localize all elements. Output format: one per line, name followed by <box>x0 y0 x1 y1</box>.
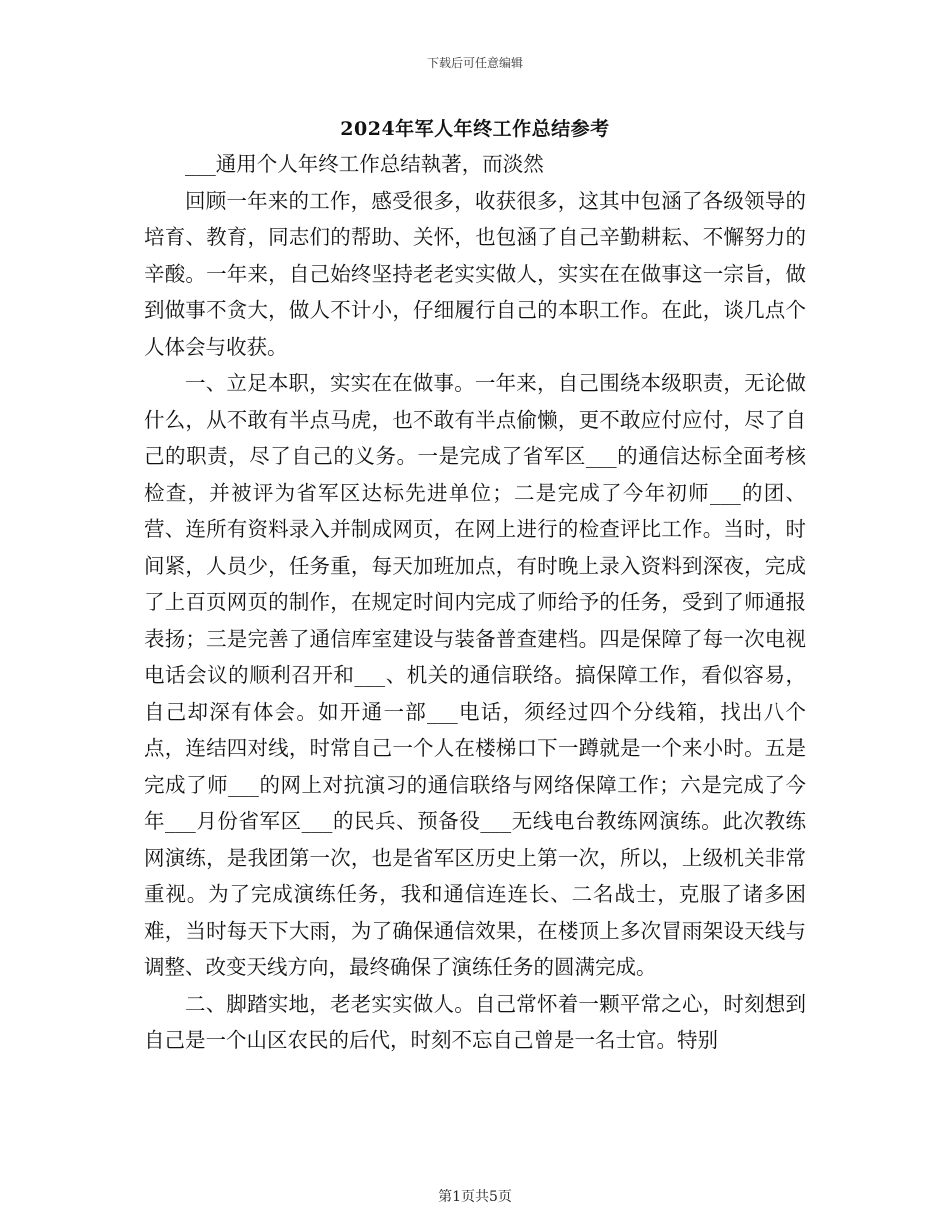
paragraph-subtitle: ___通用个人年终工作总结執著，而淡然 <box>185 152 544 176</box>
paragraph-section-one: 一、立足本职，实实在在做事。一年来，自己围绕本级职责，无论做什么，从不敢有半点马虎，也不敢有半点偷懒，更不敢应付应付，尽了自己的职责，尽了自己的义务。一是完成了省军区___的通信达标全面考核检查，并被评为省军区达标先进单位；二是完成了今年初师___的团、营、连所有资料录入并制成网页，在网上进行的检查评比工作。当时，时间紧，人员少，任务重，每天加班加点，有时晚上录入资料到深夜，完成了上百页网页的制作，在规定时间内完成了师给予的任务，受到了师通报表扬；三是完善了通信库室建设与装备普查建档。四是保障了每一次电视电话会议的顺利召开和___、机关的通信联络。搞保障工作，看似容易，自己却深有体会。如开通一部___电话，须经过四个分线箱，找出八个点，连结四对线，时常自己一个人在楼梯口下一蹲就是一个来小时。五是完成了师___的网上对抗演习的通信联络与网络保障工作；六是完成了今年___月份省军区___的民兵、预备役___无线电台教练网演练。此次教练网演练，是我团第一次，也是省军区历史上第一次，所以，上级机关非常重视。为了完成演练任务，我和通信连连长、二名战士，克服了诸多困难，当时每天下大雨，为了确保通信效果，在楼顶上多次冒雨架设天线与调整、改变天线方向，最终确保了演练任务的圆满完成。 <box>144 371 806 979</box>
header-note: 下载后可任意编辑 <box>426 56 523 70</box>
page-indicator: 第1页共5页 <box>438 1189 512 1205</box>
paragraph-intro: 回顾一年来的工作，感受很多，收获很多，这其中包涵了各级领导的培育、教育，同志们的帮助、关怀，也包涵了自己辛勤耕耘、不懈努力的辛酸。一年来，自己始终坚持老老实实做人，实实在在做事这一宗旨，做到做事不贪大，做人不计小，仔细履行自己的本职工作。在此，谈几点个人体会与收获。 <box>144 188 806 359</box>
document-title: 2024年军人年终工作总结参考 <box>340 118 610 140</box>
document-body <box>144 146 806 1059</box>
paragraph-section-two: 二、脚踏实地，老老实实做人。自己常怀着一颗平常之心，时刻想到自己是一个山区农民的后代，时刻不忘自己曾是一名士官。特别 <box>144 991 806 1052</box>
